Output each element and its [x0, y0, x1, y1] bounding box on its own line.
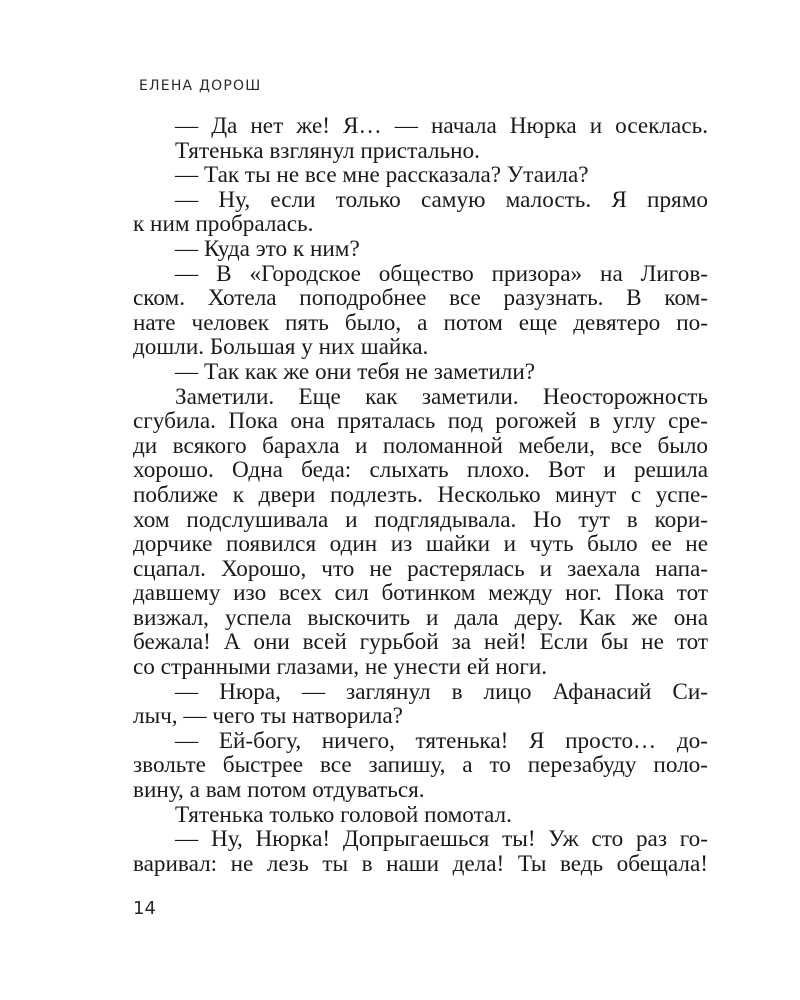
text-line: — Да нет же! Я… — начала Нюрка и осеклась. — [175, 113, 708, 139]
text-line: — Нюра, — заглянул в лицо Афанасий Си- — [175, 678, 708, 705]
text-line: со странными глазами, не унести ей ноги. — [133, 654, 548, 681]
text-line: дорчике появился один из шайки и чуть было ее не — [133, 531, 708, 558]
running-header-author: ЕЛЕНА ДОРОШ — [139, 78, 262, 94]
text-line: — В «Городское общество призора» на Лигов- — [175, 260, 708, 287]
text-line: давшему изо всех сил ботинком между ног. Пока тот — [133, 580, 708, 607]
text-line: — Ну, Нюрка! Допрыгаешься ты! Уж сто раз го- — [175, 826, 708, 853]
text-line: — Ей-богу, ничего, тятенька! Я просто… до- — [175, 727, 708, 754]
text-line: ском. Хотела поподробнее все разузнать. В ком- — [133, 285, 708, 312]
text-line: дошли. Большая у них шайка. — [133, 334, 429, 361]
text-line: нате человек пять было, а потом еще девятеро по- — [133, 309, 708, 336]
text-line: Заметили. Еще как заметили. Неосторожность — [175, 383, 708, 410]
page-body-text — [133, 114, 708, 876]
text-line: Тятенька взглянул пристально. — [175, 137, 480, 164]
page-number: 14 — [133, 898, 156, 919]
text-line: ди всякого барахла и поломанной мебели, все было — [133, 432, 708, 459]
text-line: звольте быстрее все запишу, а то перезабуду поло- — [133, 752, 708, 779]
text-line: сцапал. Хорошо, что не растерялась и заехала напа- — [133, 555, 708, 582]
text-line: бежала! А они всей гурьбой за ней! Если бы не тот — [133, 629, 708, 656]
text-line: визжал, успела выскочить и дала деру. Как же она — [133, 604, 708, 631]
text-line: Тятенька только головой помотал. — [175, 801, 512, 828]
text-line: хом подслушивала и подглядывала. Но тут в кори- — [133, 506, 708, 533]
text-line: лыч, — чего ты натворила? — [133, 703, 403, 730]
text-line: — Так как же они тебя не заметили? — [175, 358, 536, 385]
text-line: хорошо. Одна беда: слыхать плохо. Вот и решила — [133, 457, 708, 484]
text-line: поближе к двери подлезть. Несколько минут с успе- — [133, 481, 708, 508]
text-line: варивал: не лезь ты в наши дела! Ты ведь обещала! — [133, 850, 708, 877]
text-line: к ним пробралась. — [133, 211, 314, 238]
text-line: — Так ты не все мне рассказала? Утаила? — [175, 162, 589, 189]
text-line: — Куда это к ним? — [175, 235, 360, 262]
text-line: вину, а вам потом отдуваться. — [133, 777, 425, 804]
text-line: сгубила. Пока она пряталась под рогожей в углу сре- — [133, 408, 708, 435]
text-line: — Ну, если только самую малость. Я прямо — [175, 186, 708, 213]
